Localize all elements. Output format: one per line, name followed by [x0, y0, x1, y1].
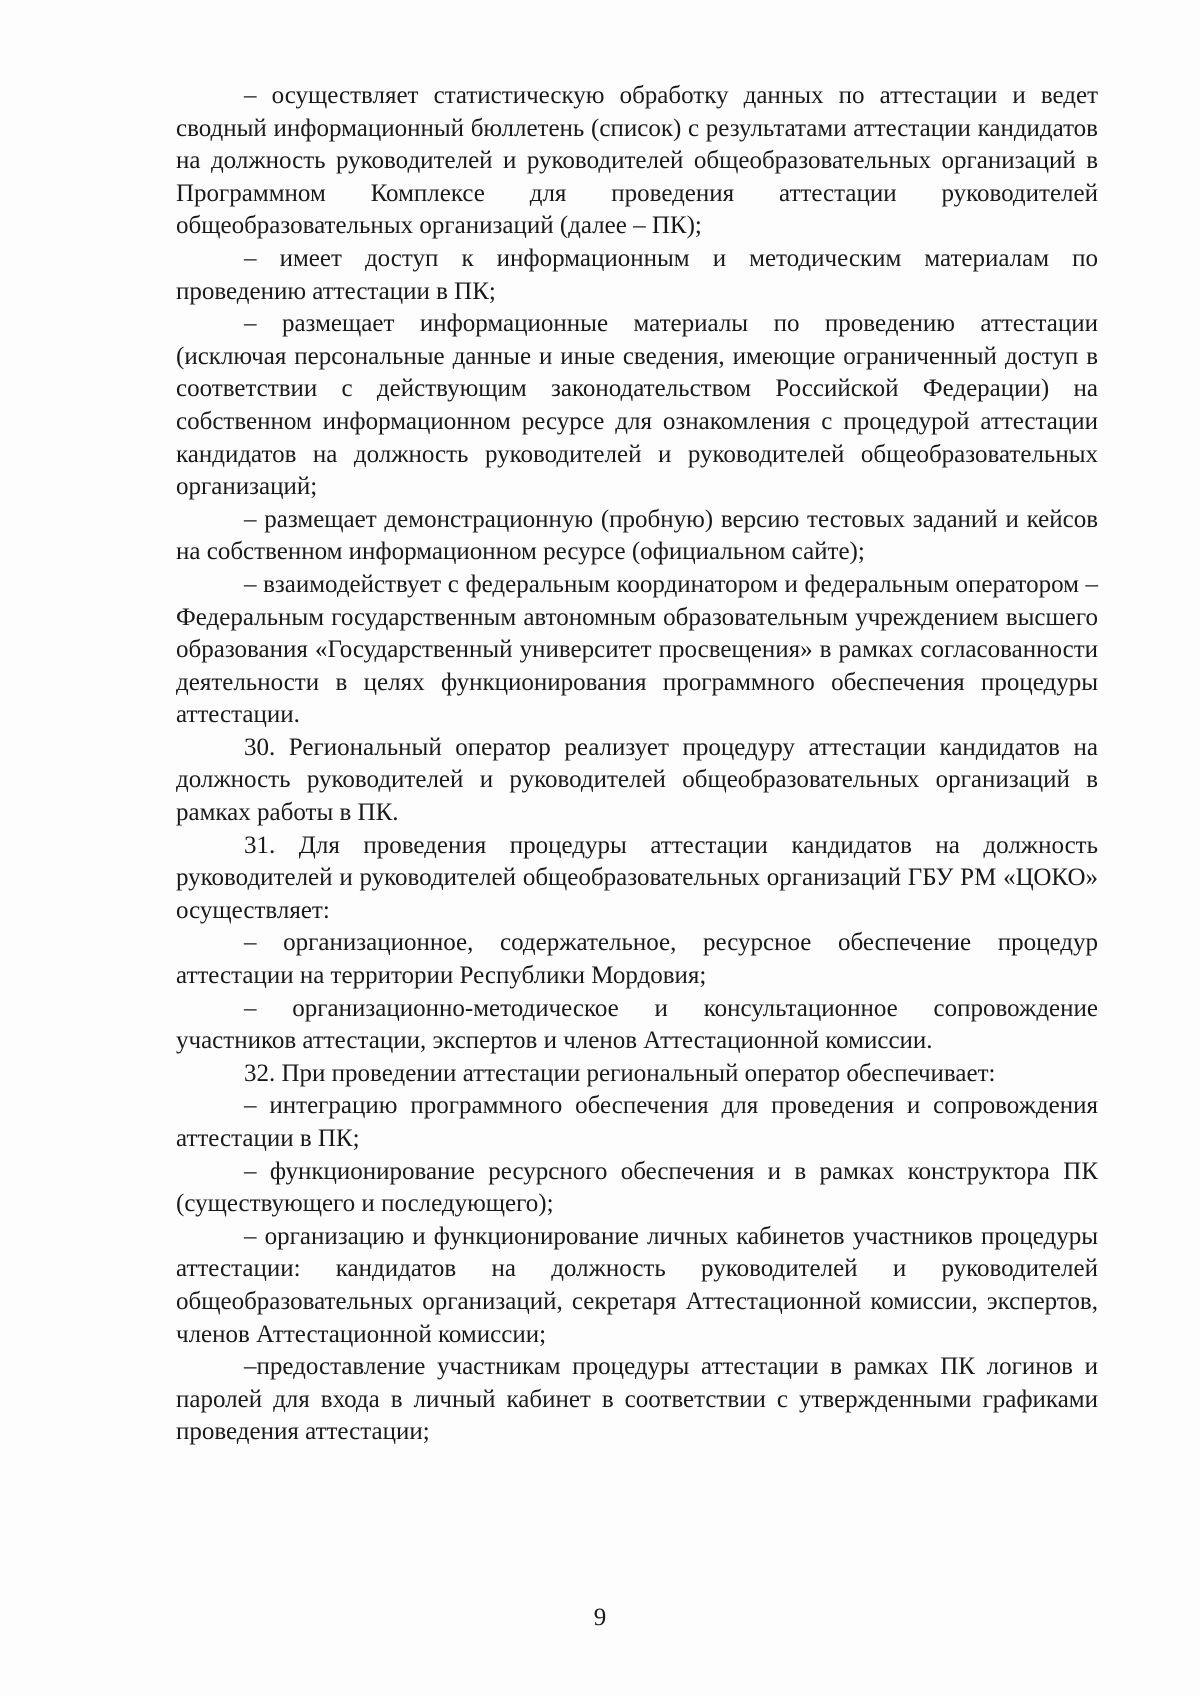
paragraph-item-32: 32. При проведении аттестации региональный оператор обеспечивает: — [244, 1059, 996, 1087]
paragraph-resource-functioning: – функционирование ресурсного обеспечения и в рамках конструктора ПК (существующего и последующего); — [176, 1157, 1098, 1218]
paragraph-demo-version: – размещает демонстрационную (пробную) версию тестовых заданий и кейсов на собственном информационном ресурсе (официальном сайте); — [176, 505, 1098, 566]
paragraph-statistics: – осуществляет статистическую обработку данных по аттестации и ведет сводный информационный бюллетень (список) с результатами аттестации кандидатов на должность руководителей и руководителей общеобразовательных организаций в Программном Комплексе для проведения аттестации руководителей общеобразовательных организаций (далее – ПК); — [176, 82, 1098, 240]
paragraph-item-31: 31. Для проведения процедуры аттестации кандидатов на должность руководителей и руководителей общеобразовательных организаций ГБУ РМ «ЦОКО» осуществляет: — [176, 831, 1098, 924]
paragraph-organizational-support: – организационное, содержательное, ресурсное обеспечение процедур аттестации на территории Республики Мордовия; — [176, 929, 1098, 990]
paragraph-item-30: 30. Региональный оператор реализует процедуру аттестации кандидатов на должность руководителей и руководителей общеобразовательных организаций в рамках работы в ПК. — [176, 733, 1098, 827]
paragraph-personal-accounts: – организацию и функционирование личных кабинетов участников процедуры аттестации: кандидатов на должность руководителей и руководителей общеобразовательных организаций, секретаря Аттестационной комиссии, экспертов, членов Аттестационной комиссии; — [176, 1222, 1098, 1348]
paragraph-access-materials: – имеет доступ к информационным и методическим материалам по проведению аттестации в ПК; — [176, 244, 1098, 305]
paragraph-logins: –предоставление участникам процедуры аттестации в рамках ПК логинов и паролей для входа в личный кабинет в соответствии с утвержденными графиками проведения аттестации; — [176, 1353, 1098, 1446]
page-number: 9 — [593, 1604, 607, 1631]
document-body — [176, 80, 1098, 1449]
paragraph-methodical-support: – организационно-методическое и консультационное сопровождение участников аттестации, экспертов и членов Аттестационной комиссии. — [176, 994, 1098, 1055]
paragraph-interaction: – взаимодействует с федеральным координатором и федеральным оператором – Федеральным государственным автономным образовательным учреждением высшего образования «Государственный университет просвещения» в рамках согласованности деятельности в целях функционирования программного обеспечения процедуры аттестации. — [176, 570, 1098, 729]
paragraph-publish-materials: – размещает информационные материалы по проведению аттестации (исключая персональные данные и иные сведения, имеющие ограниченный доступ в соответствии с действующим законодательством Российской Федерации) на собственном информационном ресурсе для ознакомления с процедурой аттестации кандидатов на должность руководителей и руководителей общеобразовательных организаций; — [176, 310, 1098, 501]
paragraph-integration: – интеграцию программного обеспечения для проведения и сопровождения аттестации в ПК; — [176, 1092, 1098, 1152]
